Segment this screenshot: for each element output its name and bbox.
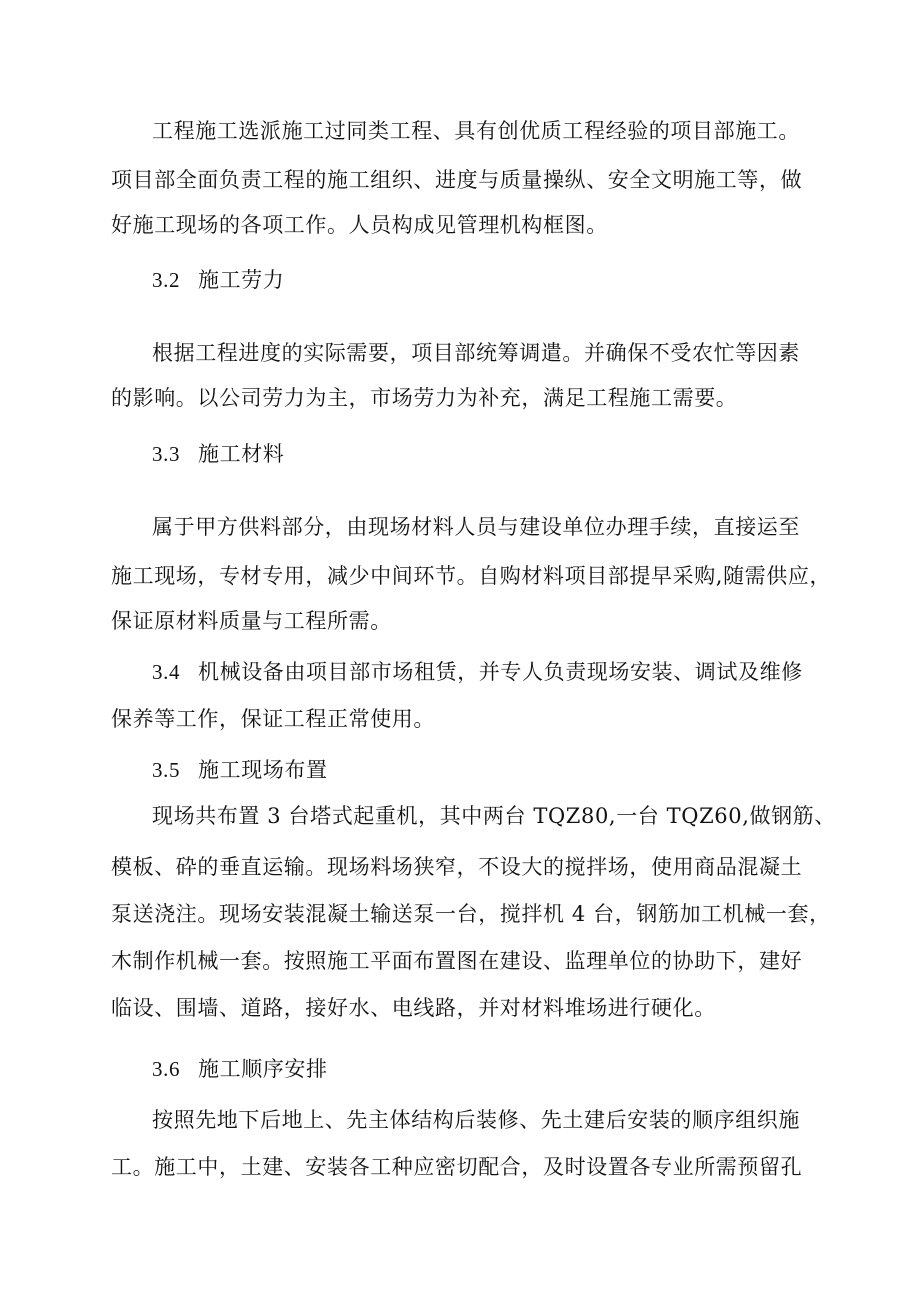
section-number: 3.3 [152, 442, 181, 466]
paragraph-line: 的影响。以公司劳力为主，市场劳力为补充，满足工程施工需要。 [111, 386, 738, 410]
paragraph-line: 模板、砕的垂直运输。现场料场狭窄，不设大的搅拌场，使用商品混凝土 [111, 855, 803, 879]
section-title: 施工现场布置 [198, 758, 328, 782]
section-number: 3.2 [152, 268, 181, 292]
section-number: 3.6 [152, 1057, 181, 1081]
section-heading-3-2 [152, 265, 284, 295]
section-number: 3.5 [152, 758, 181, 782]
section-text: 机械设备由项目部市场租赁，并专人负责现场安装、调试及维修 [198, 660, 803, 684]
section-number: 3.4 [152, 660, 181, 684]
paragraph-line: 木制作机械一套。按照施工平面布置图在建设、监理单位的协助下，建好 [111, 949, 803, 973]
section-heading-3-4 [152, 657, 803, 687]
section-title: 施工材料 [198, 442, 285, 466]
paragraph-line: 现场共布置 3 台塔式起重机，其中两台 TQZ80,一台 TQZ60,做钢筋、 [152, 804, 836, 828]
paragraph-line: 施工现场，专材专用，减少中间环节。自购材料项目部提早采购,随需供应， [111, 564, 832, 588]
paragraph-line: 按照先地下后地上、先主体结构后装修、先土建后安装的顺序组织施 [152, 1108, 800, 1132]
paragraph-line: 好施工现场的各项工作。人员构成见管理机构框图。 [111, 213, 608, 237]
paragraph-line: 保证原材料质量与工程所需。 [111, 609, 392, 633]
paragraph-line: 工程施工选派施工过同类工程、具有创优质工程经验的项目部施工。 [152, 119, 800, 143]
paragraph-line: 项目部全面负责工程的施工组织、进度与质量操纵、安全文明施工等，做 [111, 168, 803, 192]
section-heading-3-3 [152, 439, 284, 469]
paragraph-line: 保养等工作，保证工程正常使用。 [111, 707, 435, 731]
section-title: 施工劳力 [198, 268, 285, 292]
section-heading-3-6 [152, 1054, 328, 1084]
paragraph-line: 临设、围墙、道路，接好水、电线路，并对材料堆场进行硬化。 [111, 996, 716, 1020]
paragraph-line: 根据工程进度的实际需要，项目部统筹调遣。并确保不受农忙等因素 [152, 341, 800, 365]
section-heading-3-5 [152, 755, 328, 785]
section-title: 施工顺序安排 [198, 1057, 328, 1081]
paragraph-line: 属于甲方供料部分，由现场材料人员与建设单位办理手续，直接运至 [152, 515, 800, 539]
paragraph-line: 泵送浇注。现场安装混凝土输送泵一台，搅拌机 4 台，钢筋加工机械一套， [111, 902, 831, 926]
paragraph-line: 工。施工中，土建、安装各工种应密切配合，及时设置各专业所需预留孔 [111, 1155, 803, 1179]
